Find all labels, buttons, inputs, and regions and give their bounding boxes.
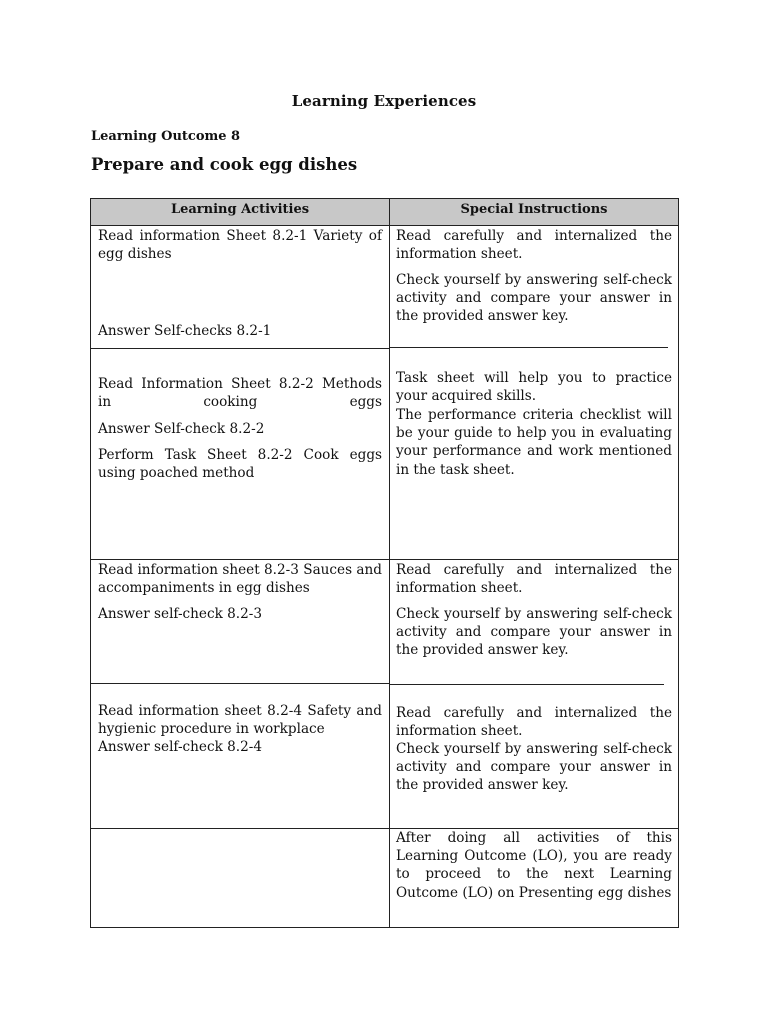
activity-text: Read information Sheet 8.2-1 Variety of egg dishes (98, 228, 382, 263)
instruction-text: Check yourself by answering self-check activity and compare your answer in the provided answer key. (396, 272, 672, 325)
outcome-title: Prepare and cook egg dishes (91, 155, 358, 174)
page-heading: Learning Experiences (291, 92, 477, 110)
instruction-text: The performance criteria checklist will be your guide to help you in evaluating your performance and work mentioned in the task sheet. (396, 407, 672, 478)
instruction-text: Task sheet will help you to practice your acquired skills. (396, 370, 672, 405)
row-divider-left (91, 348, 389, 349)
row-divider-right (390, 684, 664, 685)
instruction-text: Read carefully and internalized the information sheet. (396, 705, 672, 740)
instruction-text: Check yourself by answering self-check activity and compare your answer in the provided answer key. (396, 741, 672, 794)
outcome-label: Learning Outcome 8 (91, 129, 241, 144)
row-divider-right (390, 347, 668, 348)
activity-text: Answer self-check 8.2-4 (98, 739, 263, 755)
instruction-text: After doing all activities of this Learning Outcome (LO), you are ready to proceed to the next Learning Outcome (LO) on Presenting egg dishes (396, 830, 672, 901)
activity-text-line: Read Information Sheet 8.2-2 Methods in cooking eggs (98, 376, 382, 411)
header-learning-activities: Learning Activities (91, 199, 389, 226)
activity-text: Answer self-check 8.2-3 (98, 606, 263, 622)
activity-text: Answer Self-checks 8.2-1 (98, 323, 272, 339)
row-divider-left (91, 683, 389, 684)
header-special-instructions: Special Instructions (390, 199, 678, 226)
instruction-text: Read carefully and internalized the information sheet. (396, 228, 672, 263)
row-divider (91, 559, 678, 560)
instruction-text: Read carefully and internalized the information sheet. (396, 562, 672, 597)
learning-experiences-table (90, 198, 679, 928)
activity-text (98, 375, 382, 411)
activity-text: Read information sheet 8.2-4 Safety and hygienic procedure in workplace (98, 703, 382, 738)
column-divider (389, 199, 390, 927)
activity-text: Read information sheet 8.2-3 Sauces and accompaniments in egg dishes (98, 562, 382, 597)
instruction-text: Check yourself by answering self-check activity and compare your answer in the provided answer key. (396, 606, 672, 659)
activity-text: Perform Task Sheet 8.2-2 Cook eggs using poached method (98, 447, 382, 482)
activity-text: Answer Self-check 8.2-2 (98, 421, 265, 437)
